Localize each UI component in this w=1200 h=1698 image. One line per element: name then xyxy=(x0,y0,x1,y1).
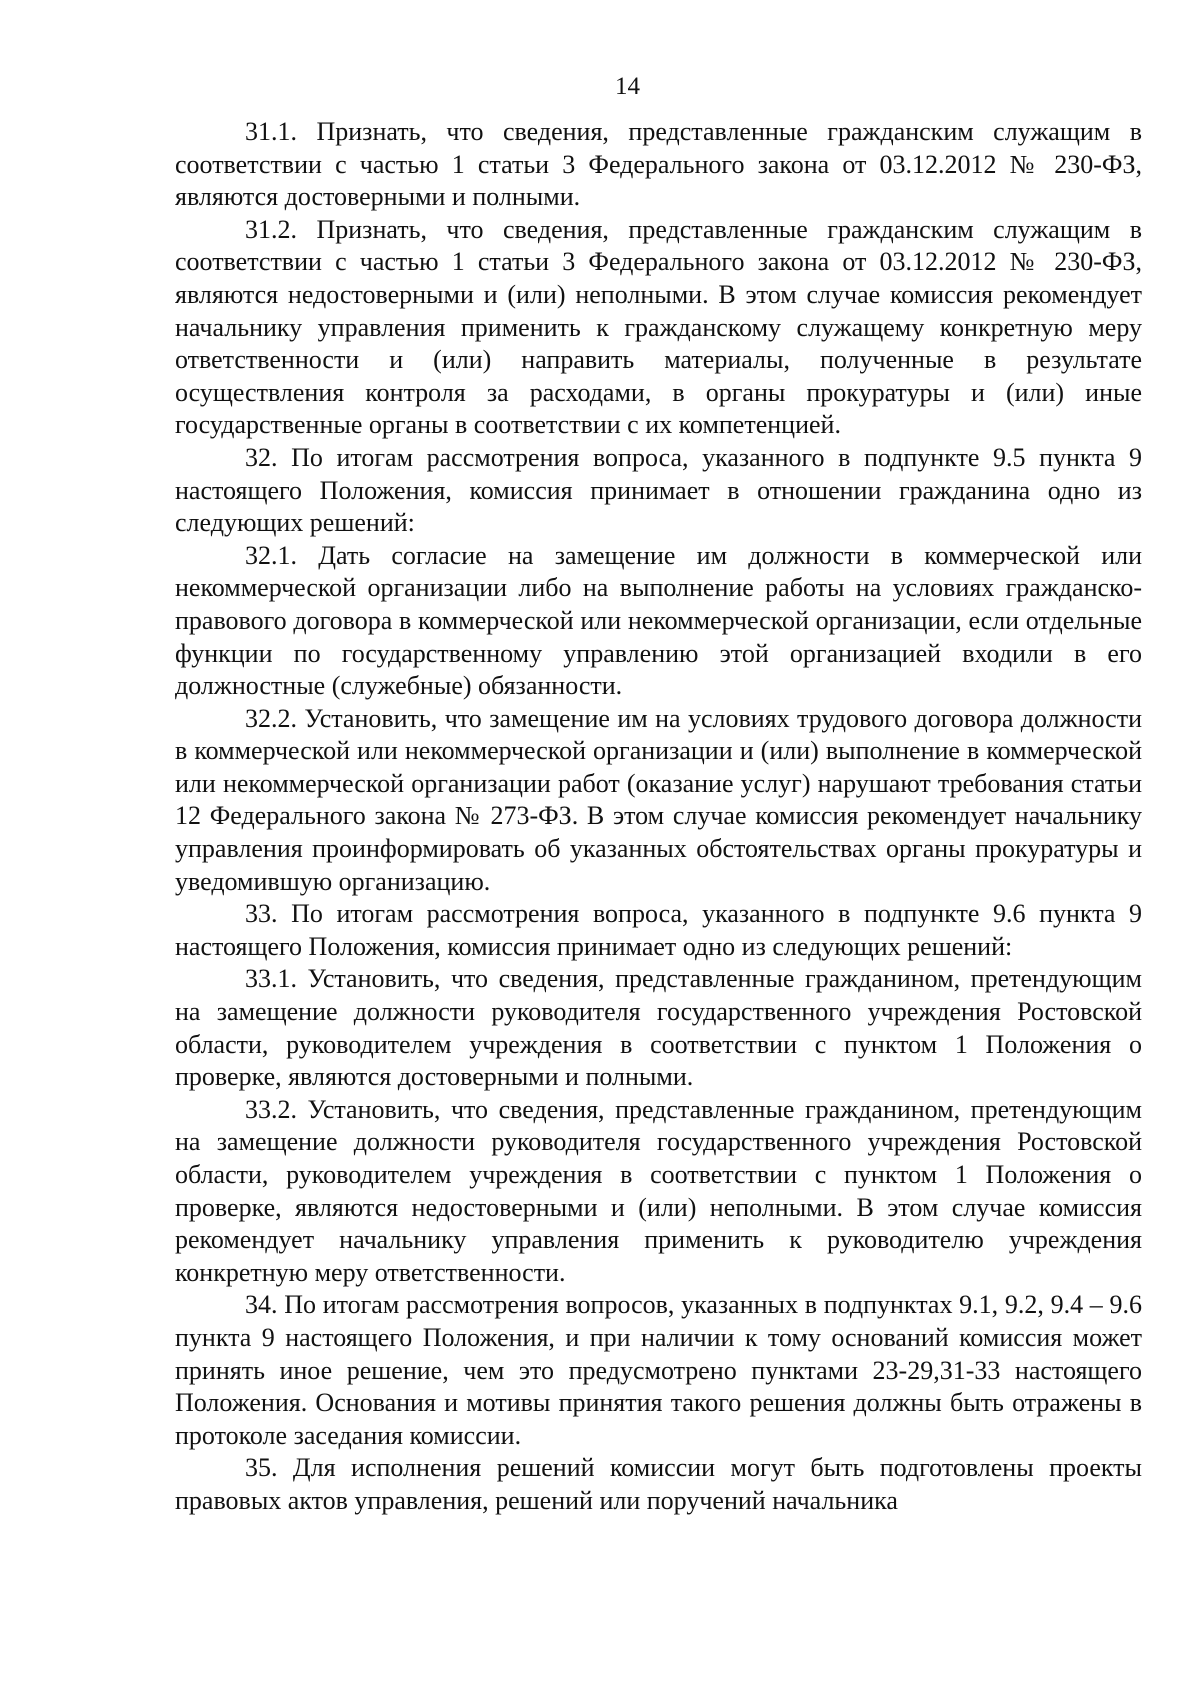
paragraph-32: 32. По итогам рассмотрения вопроса, указанного в подпункте 9.5 пункта 9 настоящего Положения, комиссия принимает в отношении гражданина одно из следующих решений: xyxy=(175,442,1142,538)
paragraph-31-2: 31.2. Признать, что сведения, представленные гражданским служащим в соответствии с частью 1 статьи 3 Федерального закона от 03.12.2012 № 230-ФЗ, являются недостоверными и (или) неполными. В этом случае комиссия рекомендует начальнику управления применить к гражданскому служащему конкретную меру ответственности и (или) направить материалы, полученные в результате осуществления контроля за расходами, в органы прокуратуры и (или) иные государственные органы в соответствии с их компетенцией. xyxy=(175,214,1142,440)
paragraph-33-2: 33.2. Установить, что сведения, представленные гражданином, претендующим на замещение должности руководителя государственного учреждения Ростовской области, руководителем учреждения в соответствии с пунктом 1 Положения о проверке, являются недостоверными и (или) неполными. В этом случае комиссия рекомендует начальнику управления применить к руководителю учреждения конкретную меру ответственности. xyxy=(175,1094,1142,1287)
paragraph-33: 33. По итогам рассмотрения вопроса, указанного в подпункте 9.6 пункта 9 настоящего Положения, комиссия принимает одно из следующих решений: xyxy=(175,899,1142,961)
paragraph-32-1: 32.1. Дать согласие на замещение им должности в коммерческой или некоммерческой организации либо на выполнение работы на условиях гражданско-правового договора в коммерческой или некоммерческой организации, если отдельные функции по государственному управлению этой организацией входили в его должностные (служебные) обязанности. xyxy=(175,540,1142,701)
paragraph-33-1: 33.1. Установить, что сведения, представленные гражданином, претендующим на замещение должности руководителя государственного учреждения Ростовской области, руководителем учреждения в соответствии с пунктом 1 Положения о проверке, являются достоверными и полными. xyxy=(175,964,1142,1092)
page-number: 14 xyxy=(615,73,640,100)
paragraph-35: 35. Для исполнения решений комиссии могут быть подготовлены проекты правовых актов управления, решений или поручений начальника xyxy=(175,1453,1142,1515)
paragraph-32-2: 32.2. Установить, что замещение им на условиях трудового договора должности в коммерческой или некоммерческой организации и (или) выполнение в коммерческой или некоммерческой организации работ (оказание услуг) нарушают требования статьи 12 Федерального закона № 273-ФЗ. В этом случае комиссия рекомендует начальнику управления проинформировать об указанных обстоятельствах органы прокуратуры и уведомившую организацию. xyxy=(175,703,1142,896)
document-body xyxy=(175,116,1142,1518)
paragraph-34: 34. По итогам рассмотрения вопросов, указанных в подпунктах 9.1, 9.2, 9.4 – 9.6 пункта 9 настоящего Положения, и при наличии к тому оснований комиссия может принять иное решение, чем это предусмотрено пунктами 23-29,31-33 настоящего Положения. Основания и мотивы принятия такого решения должны быть отражены в протоколе заседания комиссии. xyxy=(175,1290,1142,1450)
paragraph-31-1: 31.1. Признать, что сведения, представленные гражданским служащим в соответствии с частью 1 статьи 3 Федерального закона от 03.12.2012 № 230-ФЗ, являются достоверными и полными. xyxy=(175,117,1142,212)
